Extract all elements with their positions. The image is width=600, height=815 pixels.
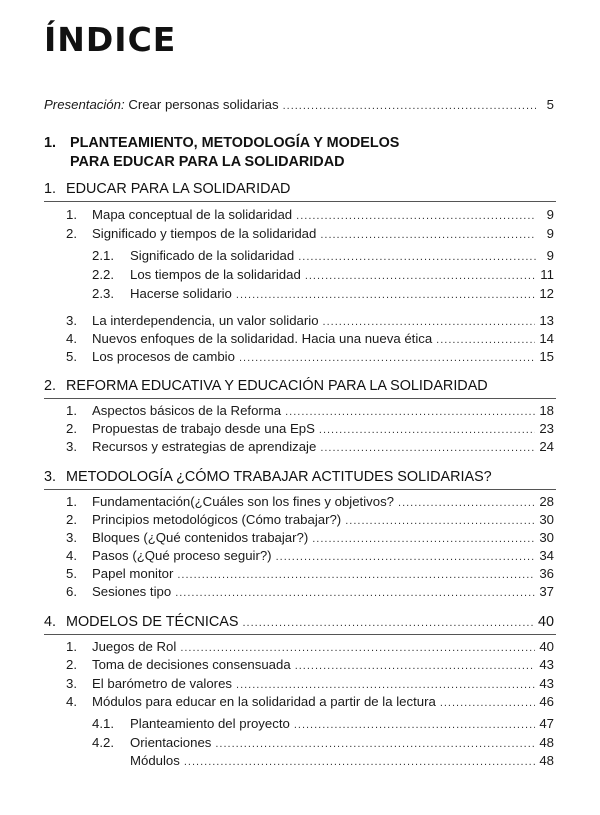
entry-title: Juegos de Rol xyxy=(92,639,177,654)
dot-leader xyxy=(436,332,535,348)
entry-title: La interdependencia, un valor solidario xyxy=(92,313,319,328)
page-number: 46 xyxy=(539,694,554,709)
page-number: 9 xyxy=(546,248,554,263)
page-number: 9 xyxy=(546,226,554,241)
dot-leader xyxy=(215,736,535,752)
toc-entry[interactable] xyxy=(66,349,554,366)
chapter-heading[interactable] xyxy=(44,377,488,395)
toc-entry[interactable] xyxy=(66,657,554,674)
dot-leader xyxy=(285,404,535,420)
chapter-number: 4. xyxy=(44,614,57,630)
page-number: 30 xyxy=(539,512,554,527)
toc-entry[interactable] xyxy=(66,639,554,656)
chapter-heading[interactable] xyxy=(44,468,492,486)
entry-title: Papel monitor xyxy=(92,566,174,581)
page-number: 12 xyxy=(539,286,554,301)
dot-leader xyxy=(296,208,536,224)
page-number: 36 xyxy=(539,566,554,581)
page-number: 14 xyxy=(539,331,554,346)
entry-title: Módulos para educar en la solidaridad a partir de la lectura xyxy=(92,694,436,709)
dot-leader xyxy=(319,422,535,438)
toc-entry[interactable] xyxy=(66,226,554,243)
dot-leader xyxy=(298,249,536,265)
toc-subentry[interactable] xyxy=(92,248,554,265)
chapter-title: METODOLOGÍA ¿CÓMO TRABAJAR ACTITUDES SOLIDARIAS? xyxy=(66,469,492,485)
presentation-text: Crear personas solidarias xyxy=(128,97,279,112)
toc-entry[interactable] xyxy=(66,512,554,529)
entry-number: 1. xyxy=(66,639,77,654)
toc-entry[interactable] xyxy=(66,421,554,438)
entry-number: 4. xyxy=(66,548,77,563)
toc-subentry[interactable] xyxy=(92,735,554,752)
toc-entry[interactable] xyxy=(66,694,554,711)
dot-leader xyxy=(177,567,535,583)
page-number: 23 xyxy=(539,421,554,436)
entry-number: 2. xyxy=(66,512,77,527)
entry-title: Los tiempos de la solidaridad xyxy=(130,267,301,282)
page-title: ÍNDICE xyxy=(44,20,177,59)
page-number: 24 xyxy=(539,439,554,454)
dot-leader xyxy=(320,227,536,243)
entry-title: Nuevos enfoques de la solidaridad. Hacia una nueva ética xyxy=(92,331,433,346)
page-number: 43 xyxy=(539,676,554,691)
entry-title: Toma de decisiones consensuada xyxy=(92,657,291,672)
dot-leader xyxy=(276,549,536,565)
dot-leader xyxy=(305,268,536,284)
dot-leader xyxy=(175,585,535,601)
toc-entry[interactable] xyxy=(66,403,554,420)
entry-title: Principios metodológicos (Cómo trabajar?) xyxy=(92,512,342,527)
page-number: 28 xyxy=(539,494,554,509)
dot-leader xyxy=(320,440,535,456)
entry-title: Orientaciones xyxy=(130,735,212,750)
dot-leader xyxy=(236,677,535,693)
divider xyxy=(44,634,556,635)
page-number: 48 xyxy=(539,735,554,750)
page-number: 47 xyxy=(539,716,554,731)
entry-number: 3. xyxy=(66,313,77,328)
toc-entry[interactable] xyxy=(66,494,554,511)
toc-entry[interactable] xyxy=(66,207,554,224)
toc-subentry[interactable] xyxy=(92,716,554,733)
part-number: 1. xyxy=(44,135,57,151)
chapter-title: EDUCAR PARA LA SOLIDARIDAD xyxy=(66,181,291,197)
part-title-line1: PLANTEAMIENTO, METODOLOGÍA Y MODELOS xyxy=(70,135,400,151)
entry-title: Planteamiento del proyecto xyxy=(130,716,290,731)
entry-number: 2. xyxy=(66,657,77,672)
entry-title: El barómetro de valores xyxy=(92,676,233,691)
page-number: 43 xyxy=(539,657,554,672)
chapter-number: 3. xyxy=(44,469,57,485)
toc-subentry[interactable] xyxy=(92,286,554,303)
page-number: 5 xyxy=(546,97,554,112)
entry-title: Hacerse solidario xyxy=(130,286,232,301)
presentation-label: Presentación: xyxy=(44,97,125,112)
entry-title: Sesiones tipo xyxy=(92,584,172,599)
dot-leader xyxy=(184,754,535,770)
toc-entry[interactable] xyxy=(66,584,554,601)
entry-number: 3. xyxy=(66,676,77,691)
entry-number: 2. xyxy=(66,421,77,436)
divider xyxy=(44,398,556,399)
toc-entry[interactable] xyxy=(66,566,554,583)
toc-entry[interactable] xyxy=(66,530,554,547)
chapter-heading[interactable] xyxy=(44,180,290,198)
toc-entry[interactable] xyxy=(66,313,554,330)
entry-number: 2. xyxy=(66,226,77,241)
dot-leader xyxy=(398,495,535,511)
entry-title: Significado y tiempos de la solidaridad xyxy=(92,226,317,241)
page-number: 48 xyxy=(539,753,554,768)
divider xyxy=(44,489,556,490)
page-number: 30 xyxy=(539,530,554,545)
dot-leader xyxy=(295,658,536,674)
entry-number: 4.2. xyxy=(92,735,114,750)
entry-title: Significado de la solidaridad xyxy=(130,248,295,263)
entry-title: Mapa conceptual de la solidaridad xyxy=(92,207,293,222)
entry-title: Recursos y estrategias de aprendizaje xyxy=(92,439,317,454)
page-number: 9 xyxy=(546,207,554,222)
entry-number: 3. xyxy=(66,439,77,454)
toc-subentry[interactable] xyxy=(92,267,554,284)
entry-title: Módulos xyxy=(130,753,180,768)
dot-leader xyxy=(239,350,535,366)
entry-number: 3. xyxy=(66,530,77,545)
entry-number: 2.2. xyxy=(92,267,114,282)
page-number: 40 xyxy=(539,639,554,654)
chapter-number: 2. xyxy=(44,378,57,394)
entry-number: 5. xyxy=(66,349,77,364)
entry-number: 4. xyxy=(66,694,77,709)
page-number: 15 xyxy=(539,349,554,364)
entry-title: Los procesos de cambio xyxy=(92,349,235,364)
chapter-title: REFORMA EDUCATIVA Y EDUCACIÓN PARA LA SOLIDARIDAD xyxy=(66,378,488,394)
dot-leader xyxy=(323,314,536,330)
toc-entry[interactable] xyxy=(66,331,554,348)
entry-title: Aspectos básicos de la Reforma xyxy=(92,403,282,418)
toc-entry-presentation[interactable] xyxy=(44,97,554,114)
chapter-title: MODELOS DE TÉCNICAS xyxy=(66,614,239,630)
entry-number: 4.1. xyxy=(92,716,114,731)
dot-leader xyxy=(242,614,534,632)
entry-number: 2.3. xyxy=(92,286,114,301)
page-number: 40 xyxy=(537,614,554,630)
dot-leader xyxy=(312,531,535,547)
divider xyxy=(44,201,556,202)
entry-title: Fundamentación(¿Cuáles son los fines y objetivos? xyxy=(92,494,395,509)
page-number: 11 xyxy=(540,267,554,282)
toc-subentry[interactable] xyxy=(92,753,554,770)
page-number: 37 xyxy=(539,584,554,599)
entry-number: 4. xyxy=(66,331,77,346)
entry-number: 1. xyxy=(66,403,77,418)
part-heading xyxy=(44,134,399,172)
entry-title: Bloques (¿Qué contenidos trabajar?) xyxy=(92,530,309,545)
dot-leader xyxy=(180,640,535,656)
dot-leader xyxy=(236,287,535,303)
dot-leader xyxy=(345,513,535,529)
dot-leader xyxy=(283,98,536,114)
chapter-number: 1. xyxy=(44,181,57,197)
entry-number: 5. xyxy=(66,566,77,581)
toc-entry[interactable] xyxy=(66,548,554,565)
entry-title: Propuestas de trabajo desde una EpS xyxy=(92,421,315,436)
toc-entry[interactable] xyxy=(66,676,554,693)
part-title-line2: PARA EDUCAR PARA LA SOLIDARIDAD xyxy=(70,154,345,170)
page-number: 34 xyxy=(539,548,554,563)
chapter-heading[interactable] xyxy=(44,613,554,632)
toc-entry[interactable] xyxy=(66,439,554,456)
entry-number: 6. xyxy=(66,584,77,599)
dot-leader xyxy=(440,695,536,711)
page-number: 13 xyxy=(539,313,554,328)
entry-title: Pasos (¿Qué proceso seguir?) xyxy=(92,548,272,563)
entry-number: 1. xyxy=(66,494,77,509)
entry-number: 1. xyxy=(66,207,77,222)
dot-leader xyxy=(294,717,536,733)
entry-number: 2.1. xyxy=(92,248,114,263)
page-number: 18 xyxy=(539,403,554,418)
